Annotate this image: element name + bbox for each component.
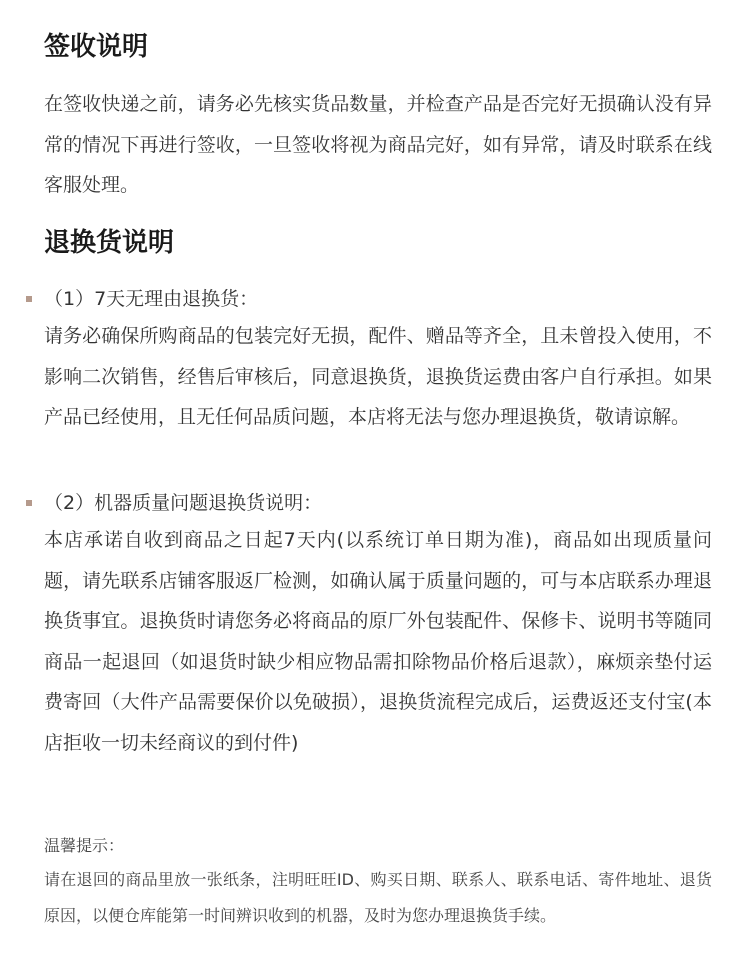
tip-text: 请在退回的商品里放一张纸条，注明旺旺ID、购买日期、联系人、联系电话、寄件地址、退货原因，以便仓库能第一时间辨识收到的机器，及时为您办理退换货手续。 [44, 870, 712, 925]
sign-section-title: 签收说明 [44, 32, 149, 62]
return-section-title: 退换货说明 [44, 228, 175, 258]
return-item-1-text: 请务必确保所购商品的包装完好无损，配件、赠品等齐全，且未曾投入使用，不影响二次销售，经售后审核后，同意退换货，退换货运费由客户自行承担。如果产品已经使用，且无任何品质问题，本店将无法与您办理退换货，敬请谅解。 [44, 325, 712, 428]
return-item-2-text: 本店承诺自收到商品之日起7天内(以系统订单日期为准)，商品如出现质量问题，请先联系店铺客服返厂检测，如确认属于质量问题的，可与本店联系办理退换货事宜。退换货时请您务必将商品的原厂外包装配件、保修卡、说明书等随同商品一起退回（如退货时缺少相应物品需扣除物品价格后退款），麻烦亲垫付运费寄回（大件产品需要保价以免破损），退换货流程完成后，运费返还支付宝(本店拒收一切未经商议的到付件) [44, 529, 712, 754]
sign-paragraph: 在签收快递之前，请务必先核实货品数量，并检查产品是否完好无损确认没有异常的情况下再进行签收，一旦签收将视为商品完好，如有异常，请及时联系在线客服处理。 [44, 93, 712, 196]
return-item-1-heading: （1）7天无理由退换货： [44, 288, 259, 310]
return-item-2-heading: （2）机器质量问题退换货说明： [44, 492, 323, 514]
tip-title: 温馨提示： [44, 836, 125, 855]
bullet-marker [26, 296, 32, 302]
bullet-marker [26, 500, 32, 506]
